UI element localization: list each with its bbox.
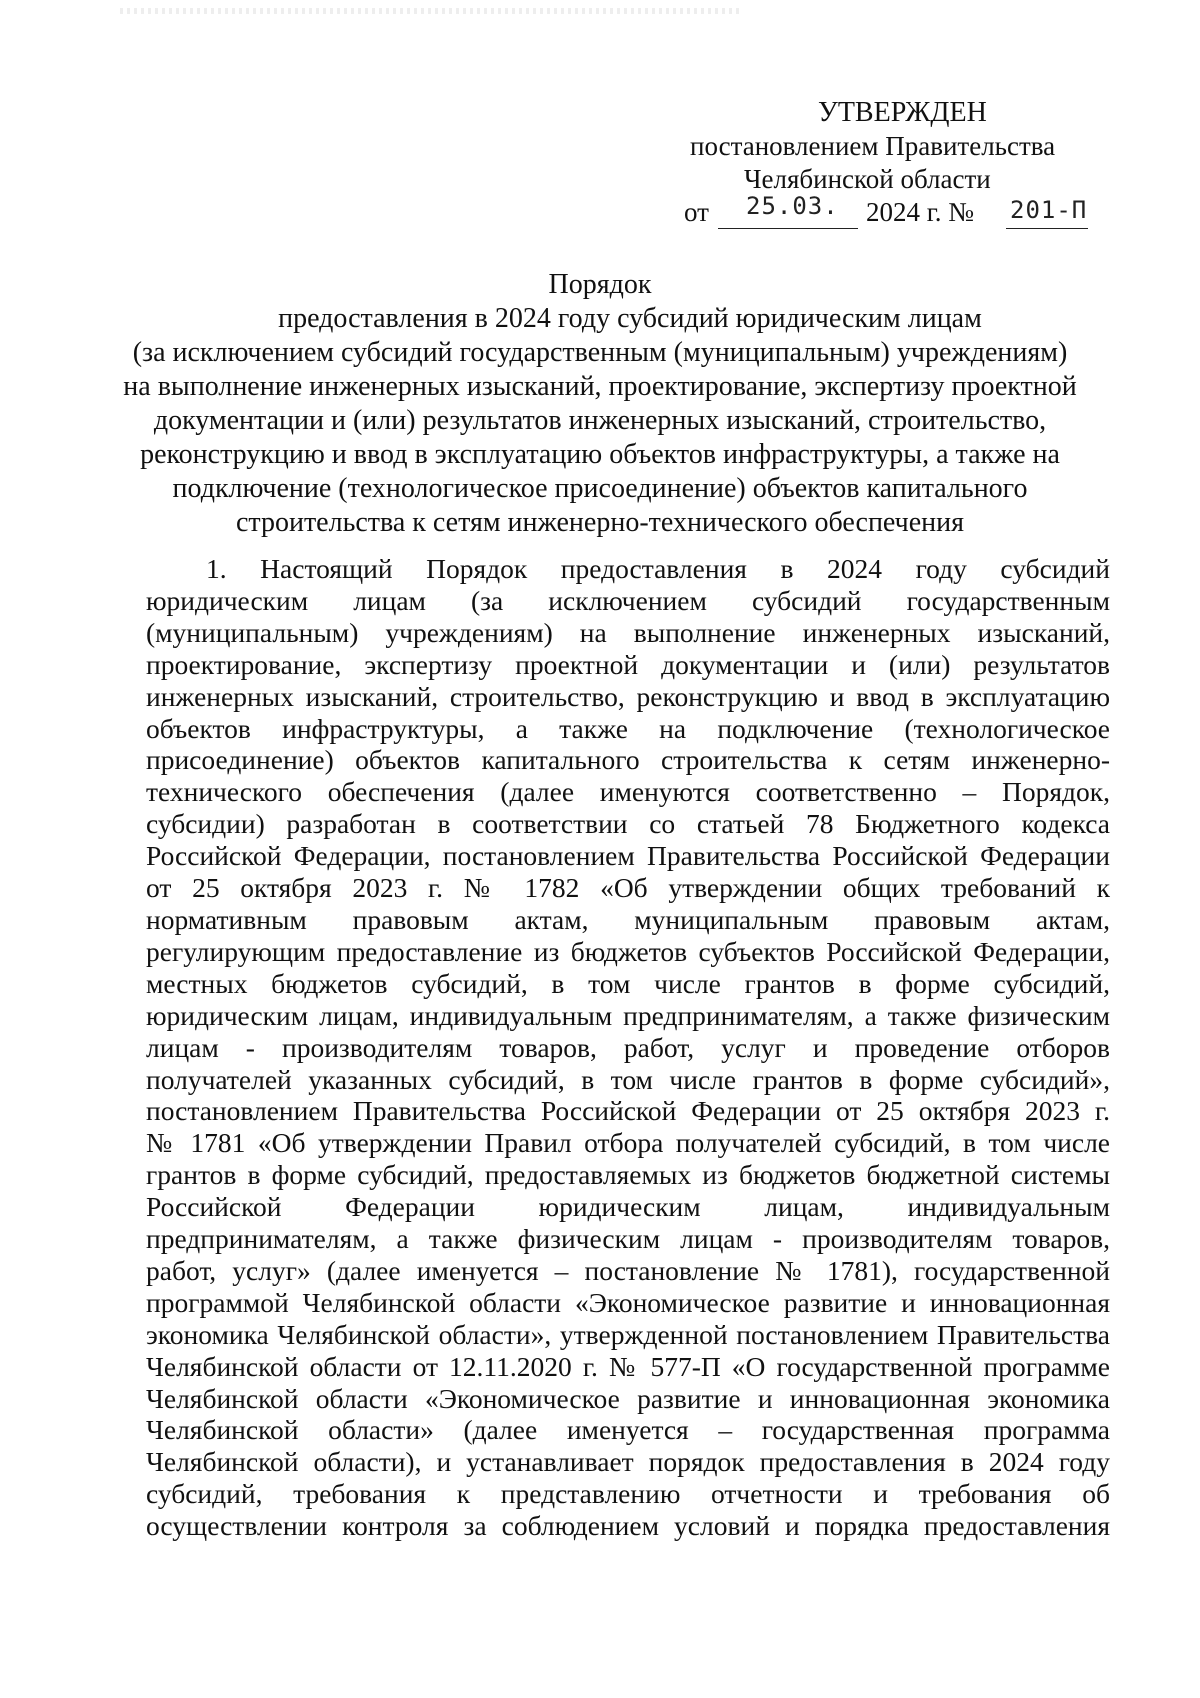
- handwritten-date: 25.03.: [746, 192, 839, 220]
- approval-date-row: [684, 192, 1124, 229]
- paragraph-line: Челябинской области «Экономическое развитие и инновационная экономика: [146, 1382, 1110, 1414]
- paragraph-line: лицам - производителям товаров, работ, услуг и проведение отборов: [146, 1031, 1110, 1063]
- paragraph-line: субсидии) разработан в соответствии со статьей 78 Бюджетного кодекса: [146, 808, 1110, 840]
- paragraph-line: постановлением Правительства Российской Федерации от 25 октября 2023 г.: [146, 1095, 1110, 1127]
- paragraph-line: от 25 октября 2023 г. № 1782 «Об утверждении общих требований к: [146, 872, 1110, 904]
- paragraph-line: юридическим лицам, индивидуальным предпринимателям, а также физическим: [146, 999, 1110, 1031]
- paragraph-line: (муниципальным) учреждениям) на выполнение инженерных изысканий,: [146, 616, 1110, 648]
- paragraph-1: [146, 553, 1110, 1542]
- paragraph-line: программой Челябинской области «Экономическое развитие и инновационная: [146, 1286, 1110, 1318]
- title-line: подключение (технологическое присоединение) объектов капитального: [172, 473, 1028, 504]
- paragraph-line: объектов инфраструктуры, а также на подключение (технологическое: [146, 712, 1110, 744]
- paragraph-line: экономика Челябинской области», утвержденной постановлением Правительства: [146, 1318, 1110, 1350]
- date-prefix: от: [684, 197, 709, 227]
- title-line: документации и (или) результатов инженерных изысканий, строительство,: [153, 405, 1047, 436]
- year-and-number-label: 2024 г. №: [866, 197, 975, 227]
- paragraph-line: получателей указанных субсидий, в том числе грантов в форме субсидий»,: [146, 1063, 1110, 1095]
- paragraph-line: № 1781 «Об утверждении Правил отбора получателей субсидий, в том числе: [146, 1127, 1110, 1159]
- paragraph-line: регулирующим предоставление из бюджетов субъектов Российской Федерации,: [146, 935, 1110, 967]
- title-line: (за исключением субсидий государственным (муниципальным) учреждениям): [132, 337, 1068, 368]
- title-line: на выполнение инженерных изысканий, проектирование, экспертизу проектной: [123, 371, 1077, 402]
- document-title: [0, 268, 1200, 540]
- paragraph-line: нормативным правовым актам, муниципальным правовым актам,: [146, 903, 1110, 935]
- paragraph-line: юридическим лицам (за исключением субсидий государственным: [146, 584, 1110, 616]
- scan-artifact: [120, 8, 740, 14]
- paragraph-line: работ, услуг» (далее именуется – постановление № 1781), государственной: [146, 1254, 1110, 1286]
- paragraph-line: Челябинской области» (далее именуется – государственная программа: [146, 1414, 1110, 1446]
- paragraph-line: местных бюджетов субсидий, в том числе грантов в форме субсидий,: [146, 967, 1110, 999]
- title-line: реконструкцию и ввод в эксплуатацию объектов инфраструктуры, а также на: [140, 439, 1060, 470]
- title-main: Порядок: [548, 269, 652, 300]
- paragraph-line: присоединение) объектов капитального строительства к сетям инженерно-: [146, 744, 1110, 776]
- paragraph-line: инженерных изысканий, строительство, реконструкцию и ввод в эксплуатацию: [146, 680, 1110, 712]
- paragraph-line: Российской Федерации, постановлением Правительства Российской Федерации: [146, 840, 1110, 872]
- approval-line-1: постановлением Правительства: [690, 131, 1056, 161]
- paragraph-line: Челябинской области), и устанавливает порядок предоставления в 2024 году: [146, 1446, 1110, 1478]
- paragraph-line: Челябинской области от 12.11.2020 г. № 577-П «О государственной программе: [146, 1350, 1110, 1382]
- paragraph-line: грантов в форме субсидий, предоставляемых из бюджетов бюджетной системы: [146, 1159, 1110, 1191]
- paragraph-line: технического обеспечения (далее именуются соответственно – Порядок,: [146, 776, 1110, 808]
- paragraph-line: предпринимателям, а также физическим лицам - производителям товаров,: [146, 1223, 1110, 1255]
- paragraph-line: осуществлении контроля за соблюдением условий и порядка предоставления: [146, 1510, 1110, 1542]
- title-line: строительства к сетям инженерно-технического обеспечения: [235, 507, 965, 538]
- approval-title: УТВЕРЖДЕН: [818, 97, 987, 128]
- paragraph-line: 1. Настоящий Порядок предоставления в 2024 году субсидий: [206, 553, 1110, 584]
- paragraph-line: Российской Федерации юридическим лицам, индивидуальным: [146, 1191, 1110, 1223]
- approval-line-2: Челябинской области: [744, 164, 991, 194]
- title-line: предоставления в 2024 году субсидий юридическим лицам: [278, 303, 982, 334]
- paragraph-line: проектирование, экспертизу проектной документации и (или) результатов: [146, 648, 1110, 680]
- paragraph-line: субсидий, требования к представлению отчетности и требования об: [146, 1478, 1110, 1510]
- handwritten-number: 201-П: [1010, 196, 1088, 224]
